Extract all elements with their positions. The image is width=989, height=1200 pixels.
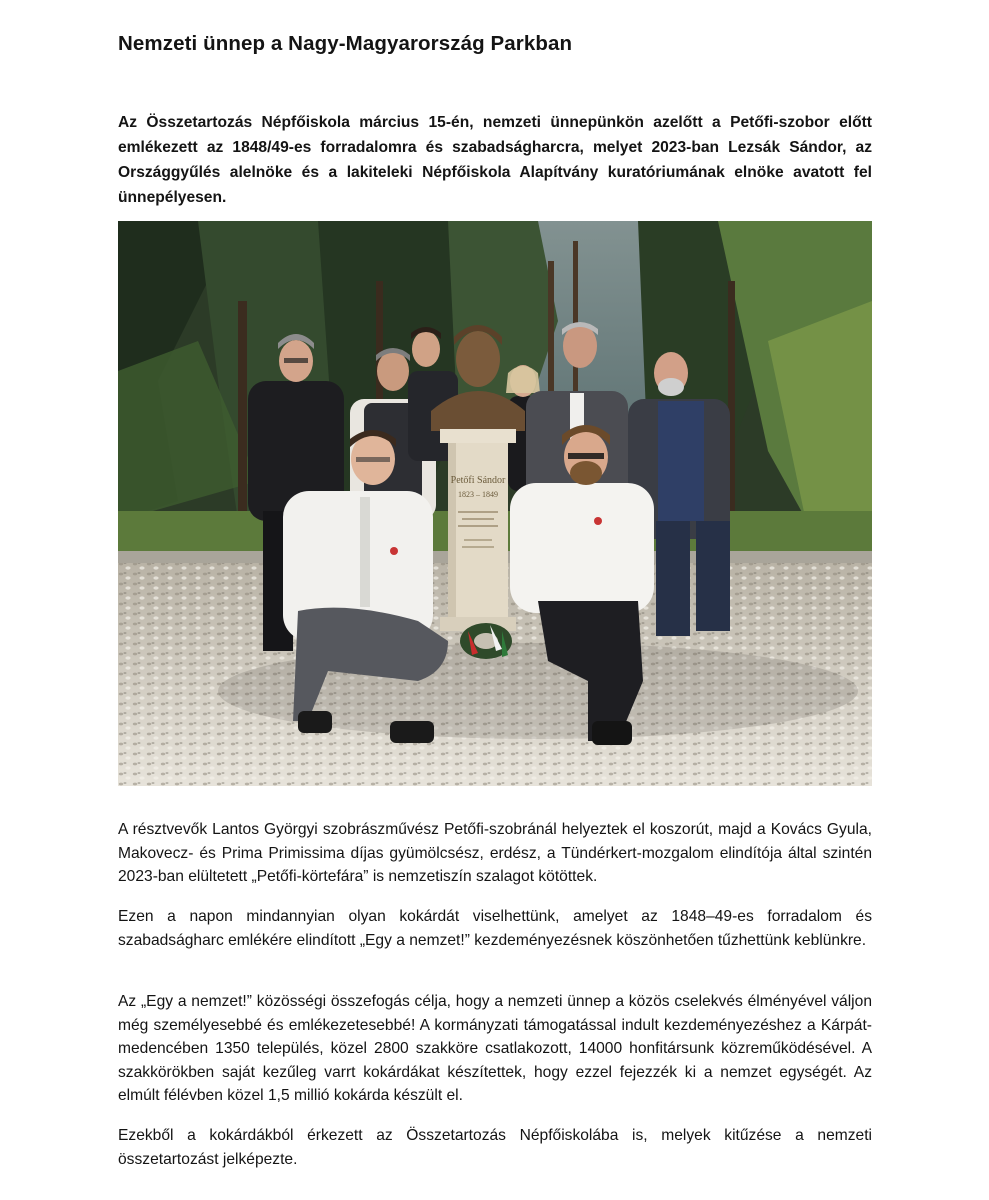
plaque-name: Petőfi Sándor: [450, 475, 506, 486]
article-paragraph-2: Ezen a napon mindannyian olyan kokárdát viselhettünk, amelyet az 1848–49-es forradalom és szabadságharc emlékére elindított „Egy a nemzet!” kezdeményezésnek köszönhetően tűzhettünk keblünkre.: [118, 908, 872, 949]
article-paragraph-1: A résztvevők Lantos Györgyi szobrászművész Petőfi-szobránál helyeztek el koszorút, majd a Kovács Gyula, Makovecz- és Prima Primissima díjas gyümölcsész, erdész, a Tündérkert-mozgalom elindítója által szintén 2023-ban elültetett „Petőfi-körtefára” is nemzetiszín szalagot kötöttek.: [118, 821, 872, 885]
article-paragraph-4: Ezekből a kokárdákból érkezett az Összetartozás Népfőiskolába is, melyek kitűzése a nemzeti összetartozást jelképezte.: [118, 1127, 872, 1168]
article-paragraph-3: Az „Egy a nemzet!” közösségi összefogás célja, hogy a nemzeti ünnep a közös cselekvés élményével váljon még személyesebbé és emlékezetesebbé! A kormányzati támogatással indult kezdeményezéshez a Kárpát-medencében 1350 település, közel 2800 szakköre csatlakozott, 14000 honfitársunk közreműködésével. A szakkörökben saját kezűleg varrt kokárdákat készítettek, hogy ezzel fejezzék ki a nemzet egységét. Az elmúlt félévben közel 1,5 millió kokárda készült el.: [118, 993, 872, 1104]
article-lead: Az Összetartozás Népfőiskola március 15-én, nemzeti ünnepünkön azelőtt a Petőfi-szobor előtt emlékezett az 1848/49-es forradalomra és szabadságharcra, melyet 2023-ban Lezsák Sándor, az Országgyűlés alelnöke és a lakiteleki Népfőiskola Alapítvány kuratóriumának elnöke avatott fel ünnepélyesen.: [118, 114, 872, 206]
plaque-years: 1823 – 1849: [458, 490, 498, 499]
article-title: Nemzeti ünnep a Nagy-Magyarország Parkban: [118, 32, 573, 55]
group-photo: [118, 221, 872, 786]
